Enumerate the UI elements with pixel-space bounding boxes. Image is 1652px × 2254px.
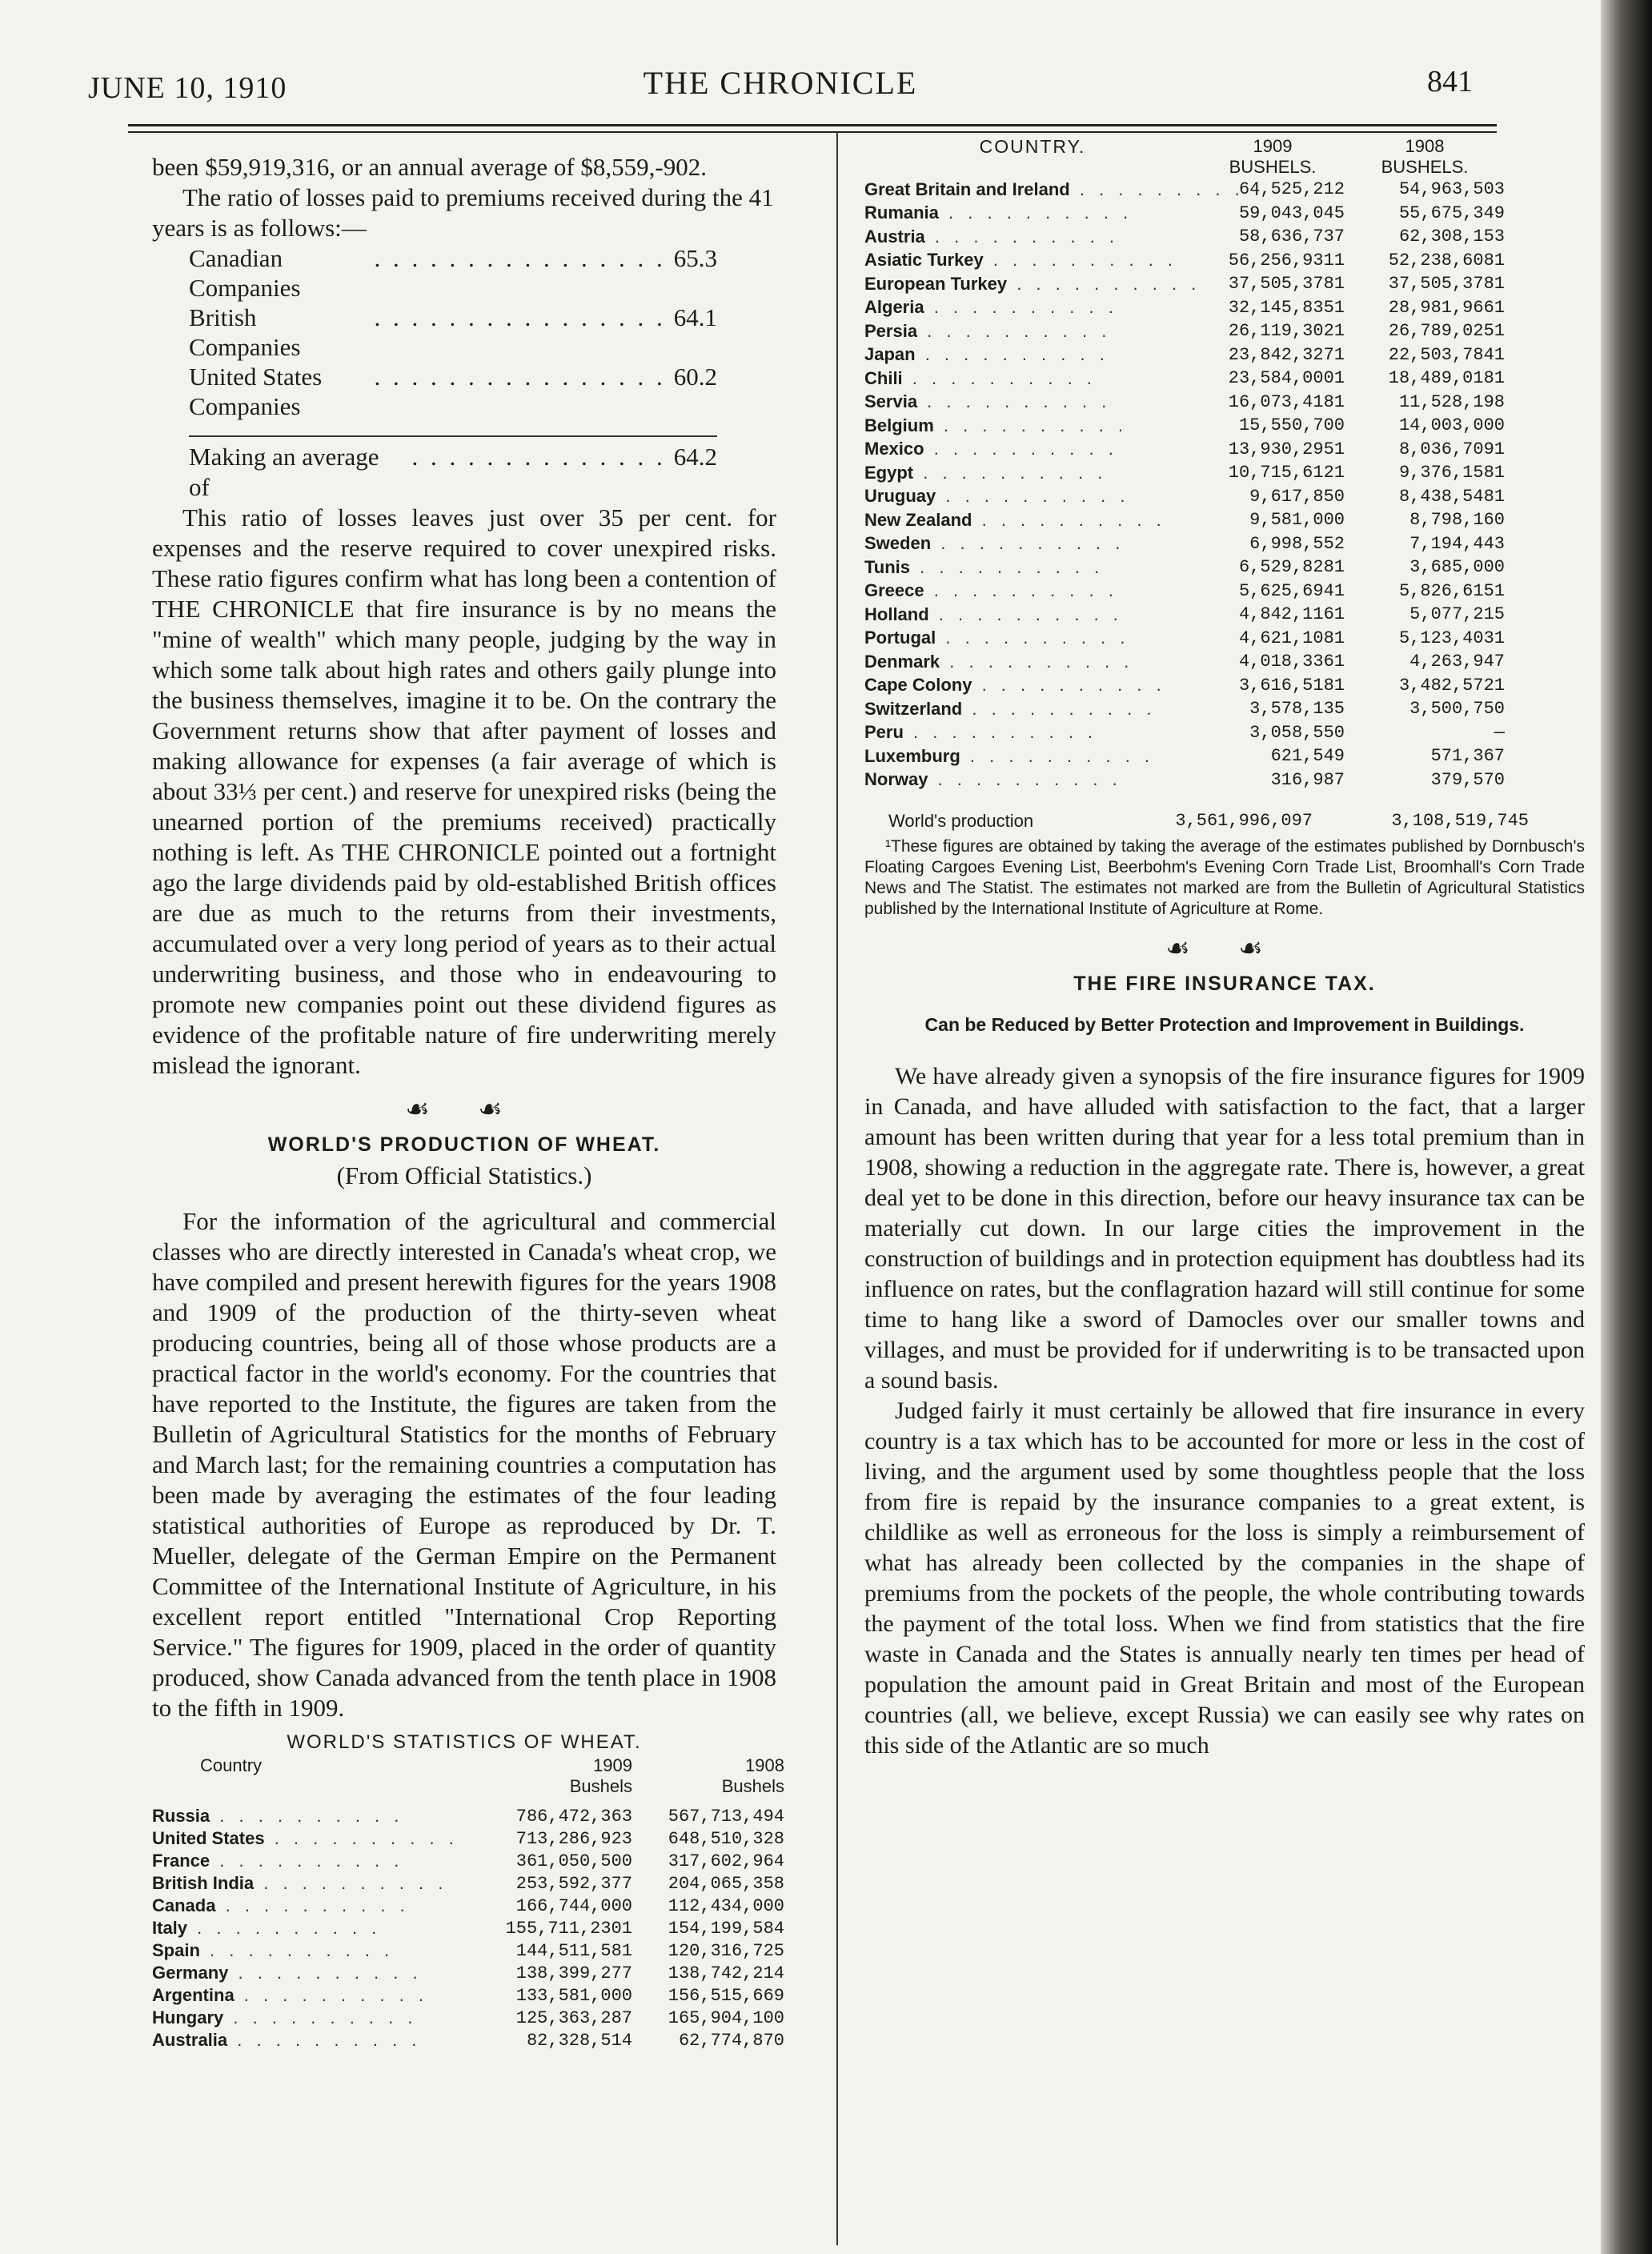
value-1908: 22,503,7841: [1388, 344, 1505, 365]
country-name: Portugal: [864, 628, 936, 648]
value-1908: 62,774,870: [678, 2030, 784, 2051]
column-unit-1909: BUSHELS.: [1229, 157, 1317, 177]
value-1909: 6,998,552: [1249, 533, 1345, 554]
table-row: New Zealand . . . . . . . . . . 9,581,000 8,798,160: [864, 508, 1505, 532]
ratio-total-row: Making an average of . . . . . . . . . . . . . . 64.2: [189, 435, 717, 503]
wheat-stats-title: WORLD'S STATISTICS OF WHEAT.: [287, 1731, 642, 1753]
table-row: Hungary . . . . . . . . . . 125,363,287 165,904,100: [152, 2007, 784, 2028]
fire-section-title: THE FIRE INSURANCE TAX.: [1073, 973, 1376, 995]
losses-paragraph: This ratio of losses leaves just over 35 per cent. for expenses and the reserve required to cover unexpired risks. These ratio figures confirm what has long been a contention of THE CHRONICLE that fire insurance is by no means the "mine of wealth" which many people, judging by the way in which some talk about high rates and others gaily plunge into the business themselves, imagine it to be. On the contrary the Government returns show that after payment of losses and making allowance for expenses (a fair average of which is about 33⅓ per cent.) and reserve for unexpired risks (being the unearned portion of the premiums received) practically nothing is left. As THE CHRONICLE pointed out a fortnight ago the large dividends paid by old-established British offices are due as much to the returns from their investments, accumulated over a very long period of years as to their actual underwriting business, and those who in endeavouring to promote new companies point out these dividend figures as evidence of the profitable nature of fire underwriting merely mislead the ignorant.: [152, 503, 776, 1079]
value-1909: 32,145,8351: [1228, 297, 1345, 318]
country-name: Argentina: [152, 1985, 235, 2005]
value-1908: 11,528,198: [1398, 391, 1505, 412]
table-row: Egypt . . . . . . . . . . 10,715,6121 9,376,1581: [864, 461, 1505, 485]
value-1908: 9,376,1581: [1398, 463, 1505, 483]
value-1909: 253,592,377: [515, 1873, 632, 1894]
world-production-1909: 3,561,996,097: [1175, 811, 1313, 831]
ratio-row: United States Companies . . . . . . . . . . . . . . . . 60.2: [189, 363, 717, 420]
country-name: Canada: [152, 1895, 216, 1915]
country-name: Uruguay: [864, 486, 936, 507]
table-row: Australia . . . . . . . . . . 82,328,514 62,774,870: [152, 2030, 784, 2051]
ratio-value: 64.1: [673, 303, 717, 331]
country-name: Belgium: [864, 415, 934, 435]
table-header-row: [864, 136, 1505, 157]
ratio-list: [189, 243, 717, 421]
value-1909: 166,744,000: [515, 1895, 632, 1916]
column-header-1908: 1908: [745, 1755, 784, 1775]
value-1908: 571,367: [1430, 746, 1505, 767]
country-name: Italy: [152, 1918, 188, 1938]
table-row: Sweden . . . . . . . . . . 6,998,552 7,194,443: [864, 532, 1505, 556]
ratio-row: British Companies . . . . . . . . . . . . . . . . 64.1: [189, 303, 717, 361]
issue-date: JUNE 10, 1910: [88, 71, 287, 105]
country-name: Peru: [864, 722, 904, 743]
table-row: British India . . . . . . . . . . 253,592,377 204,065,358: [152, 1873, 784, 1894]
value-1909: 23,842,3271: [1228, 344, 1345, 365]
country-name: Chili: [864, 367, 903, 388]
country-name: France: [152, 1851, 211, 1871]
table-row: Norway . . . . . . . . . . 316,987 379,570: [864, 768, 1505, 792]
country-name: Mexico: [864, 439, 924, 459]
country-name: New Zealand: [864, 509, 972, 530]
world-production-1908: 3,108,519,745: [1391, 811, 1529, 831]
value-1909: 4,621,1081: [1238, 628, 1345, 648]
value-1909: 713,286,923: [515, 1828, 632, 1849]
value-1909: 4,018,3361: [1238, 652, 1345, 672]
country-name: Sweden: [864, 533, 932, 554]
value-1909: 9,581,000: [1249, 510, 1345, 531]
table-row: Denmark . . . . . . . . . . 4,018,3361 4,263,947: [864, 650, 1505, 674]
value-1909: 361,050,500: [515, 1851, 632, 1871]
publication-title: THE CHRONICLE: [643, 65, 918, 101]
country-name: Norway: [864, 769, 928, 790]
value-1909: 125,363,287: [515, 2007, 632, 2028]
section-ornament: ☙ ☙: [405, 1095, 523, 1125]
table-row: Argentina . . . . . . . . . . 133,581,000 156,515,669: [152, 1985, 784, 2006]
value-1909: 6,529,8281: [1238, 557, 1345, 578]
country-name: Egypt: [864, 462, 914, 483]
value-1909: 316,987: [1270, 769, 1345, 790]
value-1908: 4,263,947: [1409, 652, 1505, 672]
value-1909: 10,715,6121: [1228, 463, 1345, 483]
value-1908: 8,438,5481: [1398, 486, 1505, 507]
table-row: Portugal . . . . . . . . . . 4,621,1081 5,123,4031: [864, 627, 1505, 651]
value-1909: 59,043,045: [1238, 203, 1345, 223]
country-name: Germany: [152, 1963, 229, 1983]
page-number: 841: [1427, 65, 1473, 98]
country-name: Greece: [864, 580, 924, 601]
country-name: Denmark: [864, 651, 940, 672]
world-production-row: [864, 811, 1585, 832]
table-row: Italy . . . . . . . . . . 155,711,2301 154,199,584: [152, 1918, 784, 1939]
column-unit-1908: BUSHELS.: [1381, 157, 1469, 177]
country-name: Spain: [152, 1940, 200, 1960]
section-ornament: ☙ ☙: [1165, 934, 1284, 964]
country-name: British India: [152, 1873, 255, 1893]
value-1909: 3,578,135: [1249, 699, 1345, 720]
value-1909: 786,472,363: [515, 1806, 632, 1827]
world-production-label: World's production: [888, 811, 1034, 831]
table-header-row: [152, 1755, 784, 1776]
value-1908: 648,510,328: [668, 1828, 784, 1849]
value-1908: 567,713,494: [668, 1806, 784, 1827]
value-1908: 5,077,215: [1409, 604, 1505, 625]
country-name: Algeria: [864, 297, 924, 318]
country-stats-table: [864, 136, 1505, 792]
table-row: Servia . . . . . . . . . . 16,073,4181 11,528,198: [864, 391, 1505, 415]
country-name: Japan: [864, 344, 916, 365]
country-name: Persia: [864, 320, 918, 341]
table-row: European Turkey . . . . . . . . . . 37,505,3781 37,505,3781: [864, 272, 1505, 296]
table-row: Asiatic Turkey . . . . . . . . . . 56,256,9311 52,238,6081: [864, 249, 1505, 273]
table-row: Switzerland . . . . . . . . . . 3,578,135 3,500,750: [864, 697, 1505, 721]
ratio-label: United States Companies: [189, 363, 323, 420]
column-header-1909: 1909: [593, 1755, 632, 1775]
fire-paragraph-1: We have already given a synopsis of the fire insurance figures for 1909 in Canada, and have alluded with satisfaction to the fact, that a larger amount has been written during that year for a less total premium than in 1908, showing a reduction in the aggregate rate. There is, however, a great deal yet to be done in this direction, before our heavy insurance tax can be materially cut down. In our large cities the improvement in the construction of buildings and in protection equipment has doubtless had its influence on rates, but the conflagration hazard will still continue for some time to hang like a sword of Damocles over our smaller towns and villages, and must be provided for if underwriting is to be transacted upon a sound basis.: [864, 1063, 1585, 1394]
table-row: United States . . . . . . . . . . 713,286,923 648,510,328: [152, 1828, 784, 1849]
table-row: Rumania . . . . . . . . . . 59,043,045 55,675,349: [864, 202, 1505, 226]
value-1909: 16,073,4181: [1228, 391, 1345, 412]
column-header-country: COUNTRY.: [979, 136, 1086, 157]
value-1909: 37,505,3781: [1228, 274, 1345, 295]
country-name: Servia: [864, 391, 918, 412]
ratio-row: Canadian Companies . . . . . . . . . . . . . . . . 65.3: [189, 244, 717, 302]
table-row: France . . . . . . . . . . 361,050,500 317,602,964: [152, 1851, 784, 1871]
value-1908: 18,489,0181: [1388, 368, 1505, 389]
country-name: Switzerland: [864, 698, 963, 719]
country-name: Tunis: [864, 556, 911, 577]
value-1908: 3,685,000: [1409, 557, 1505, 578]
country-stats-body: [864, 178, 1505, 792]
table-row: Greece . . . . . . . . . . 5,625,6941 5,826,6151: [864, 580, 1505, 604]
ratio-total-value: 64.2: [673, 443, 717, 471]
value-1908: 379,570: [1430, 769, 1505, 790]
value-1909: 3,058,550: [1249, 722, 1345, 743]
country-name: Russia: [152, 1806, 211, 1826]
country-name: Rumania: [864, 203, 939, 223]
table-row: Canada . . . . . . . . . . 166,744,000 112,434,000: [152, 1895, 784, 1916]
column-header-1909: 1909: [1253, 136, 1293, 156]
value-1909: 26,119,3021: [1228, 321, 1345, 342]
value-1909: 13,930,2951: [1228, 439, 1345, 459]
ratio-total-label: Making an average of: [189, 443, 379, 501]
value-1909: 58,636,737: [1238, 227, 1345, 247]
country-name: Austria: [864, 226, 925, 247]
value-1908: 55,675,349: [1398, 203, 1505, 223]
value-1909: 9,617,850: [1249, 486, 1345, 507]
fire-paragraph-2: Judged fairly it must certainly be allowed that fire insurance in every country is a tax which has to be accounted for more or less in the cost of living, and the argument used by some thoughtless people that the loss from fire is repaid by the insurance companies to a great extent, is childlike as well as erroneous for the loss is simply a reimbursement of what has already been collected by the companies in the shape of premiums from the pockets of the people, the whole contributing towards the payment of the total loss. When we find from statistics that the fire waste in Canada and the States is annually nearly ten times per head of population the amount paid in Great Britain and most of the European countries (all, we believe, except Russia) we can easily see why rates on this side of the Atlantic are so much: [864, 1398, 1585, 1759]
column-header-country: Country: [200, 1755, 263, 1775]
country-name: European Turkey: [864, 273, 1008, 294]
value-1908: 14,003,000: [1398, 415, 1505, 436]
page-edge-shadow: [1601, 0, 1652, 2254]
value-1908: 112,434,000: [668, 1895, 784, 1916]
value-1909: 82,328,514: [526, 2030, 632, 2051]
table-row: Spain . . . . . . . . . . 144,511,581 120,316,725: [152, 1940, 784, 1961]
value-1908: 3,500,750: [1409, 699, 1505, 720]
value-1908: 62,308,153: [1398, 227, 1505, 247]
value-1909: 138,399,277: [515, 1963, 632, 1983]
value-1908: 154,199,584: [668, 1918, 784, 1939]
country-name: Holland: [864, 604, 929, 624]
value-1908: 54,963,503: [1398, 179, 1505, 200]
value-1908: 52,238,6081: [1388, 250, 1505, 271]
column-unit-1908: Bushels: [721, 1776, 784, 1796]
table-row: Uruguay . . . . . . . . . . 9,617,850 8,438,5481: [864, 485, 1505, 509]
value-1908: 37,505,3781: [1388, 274, 1505, 295]
ratio-value: 65.3: [673, 244, 717, 272]
table-row: Cape Colony . . . . . . . . . . 3,616,5181 3,482,5721: [864, 674, 1505, 698]
wheat-stats-table: [152, 1755, 784, 2051]
table-header-row: [152, 1776, 784, 1805]
value-1908: 28,981,9661: [1388, 297, 1505, 318]
value-1909: 155,711,2301: [505, 1918, 632, 1939]
value-1908: 7,194,443: [1409, 533, 1505, 554]
wheat-section-subtitle: (From Official Statistics.): [336, 1161, 592, 1189]
country-name: Great Britain and Ireland: [864, 178, 1070, 199]
table-row: Chili . . . . . . . . . . 23,584,0001 18,489,0181: [864, 367, 1505, 391]
table-row: Belgium . . . . . . . . . . 15,550,700 14,003,000: [864, 414, 1505, 438]
table-row: Germany . . . . . . . . . . 138,399,277 138,742,214: [152, 1963, 784, 1983]
header-rule: [128, 124, 1497, 133]
ratio-label: British Companies: [189, 303, 301, 361]
country-name: Asiatic Turkey: [864, 250, 984, 271]
country-name: Hungary: [152, 2007, 224, 2027]
wheat-section-title: WORLD'S PRODUCTION OF WHEAT.: [267, 1133, 661, 1156]
value-1909: 15,550,700: [1238, 415, 1345, 436]
value-1908: 120,316,725: [668, 1940, 784, 1961]
value-1909: 64,525,212: [1238, 179, 1345, 200]
value-1908: 8,036,7091: [1398, 439, 1505, 459]
table-row: Austria . . . . . . . . . . 58,636,737 62,308,153: [864, 225, 1505, 249]
value-1909: 4,842,1161: [1238, 604, 1345, 625]
table-row: Great Britain and Ireland . . . . . . . . . . 64,525,212 54,963,503: [864, 178, 1505, 202]
table-row: Persia . . . . . . . . . . 26,119,3021 26,789,0251: [864, 319, 1505, 343]
table-row: Russia . . . . . . . . . . 786,472,363 567,713,494: [152, 1806, 784, 1827]
column-divider: [836, 132, 838, 2245]
left-column: [152, 152, 784, 2051]
value-1909: 133,581,000: [515, 1985, 632, 2006]
value-1908: 138,742,214: [668, 1963, 784, 1983]
right-column: [864, 136, 1585, 1761]
value-1908: 5,123,4031: [1398, 628, 1505, 648]
fire-section-subtitle: Can be Reduced by Better Protection and Improvement in Buildings.: [924, 1014, 1525, 1035]
table-row: Mexico . . . . . . . . . . 13,930,2951 8,036,7091: [864, 438, 1505, 462]
value-1909: 621,549: [1270, 746, 1345, 767]
column-unit-1909: Bushels: [569, 1776, 632, 1796]
value-1908: 5,826,6151: [1398, 580, 1505, 601]
column-header-1908: 1908: [1405, 136, 1445, 156]
table-row: Algeria . . . . . . . . . . 32,145,8351 28,981,9661: [864, 296, 1505, 320]
value-1908: 317,602,964: [668, 1851, 784, 1871]
value-1908: 3,482,5721: [1398, 675, 1505, 696]
value-1908: 165,904,100: [668, 2007, 784, 2028]
page-header: [88, 64, 1473, 112]
value-1909: 3,616,5181: [1238, 675, 1345, 696]
value-1909: 56,256,9311: [1228, 250, 1345, 271]
value-1908: 156,515,669: [668, 1985, 784, 2006]
ratio-label: Canadian Companies: [189, 244, 301, 302]
wheat-stats-body: [152, 1805, 784, 2051]
country-name: Luxemburg: [864, 745, 960, 766]
table-row: Luxemburg . . . . . . . . . . 621,549 571,367: [864, 744, 1505, 768]
value-1908: —: [1494, 722, 1505, 743]
value-1909: 23,584,0001: [1228, 368, 1345, 389]
country-name: Cape Colony: [864, 675, 972, 696]
value-1908: 26,789,0251: [1388, 321, 1505, 342]
table-row: Holland . . . . . . . . . . 4,842,1161 5,077,215: [864, 603, 1505, 627]
country-name: United States: [152, 1828, 265, 1848]
wheat-paragraph: For the information of the agricultural and commercial classes who are directly interested in Canada's wheat crop, we have compiled and present herewith figures for the years 1908 and 1909 of the production of the thirty-seven wheat producing countries, being all of those whose products are a practical factor in the world's economy. For the countries that have reported to the Institute, the figures are taken from the Bulletin of Agricultural Statistics for the months of February and March last; for the remaining countries a computation has been made by averaging the estimates of the four leading statistical authorities of Europe as reproduced by Dr. T. Mueller, delegate of the German Empire on the Permanent Committee of the International Institute of Agriculture, in his excellent report entitled "International Crop Reporting Service." The figures for 1909, placed in the order of quantity produced, show Canada advanced from the tenth place in 1908 to the fifth in 1909.: [152, 1207, 776, 1722]
value-1909: 144,511,581: [515, 1940, 632, 1961]
table-row: Peru . . . . . . . . . . 3,058,550 —: [864, 721, 1505, 745]
intro-text: been $59,919,316, or an annual average of $8,559,-902.: [152, 153, 707, 181]
table-row: Japan . . . . . . . . . . 23,842,3271 22,503,7841: [864, 343, 1505, 367]
value-1908: 8,798,160: [1409, 510, 1505, 531]
value-1908: 204,065,358: [668, 1873, 784, 1894]
country-name: Australia: [152, 2030, 228, 2050]
table-footnote: ¹These figures are obtained by taking the average of the estimates published by Dornbusch's Floating Cargoes Evening List, Beerbohm's Evening Corn Trade List, Broomhall's Corn Trade News and The Statist. The estimates not marked are from the Bulletin of Agricultural Statistics published by the International Institute of Agriculture at Rome.: [864, 837, 1585, 918]
ratio-intro: The ratio of losses paid to premiums received during the 41 years is as follows:—: [152, 183, 774, 242]
table-row: Tunis . . . . . . . . . . 6,529,8281 3,685,000: [864, 555, 1505, 580]
ratio-value: 60.2: [673, 363, 717, 391]
value-1909: 5,625,6941: [1238, 580, 1345, 601]
